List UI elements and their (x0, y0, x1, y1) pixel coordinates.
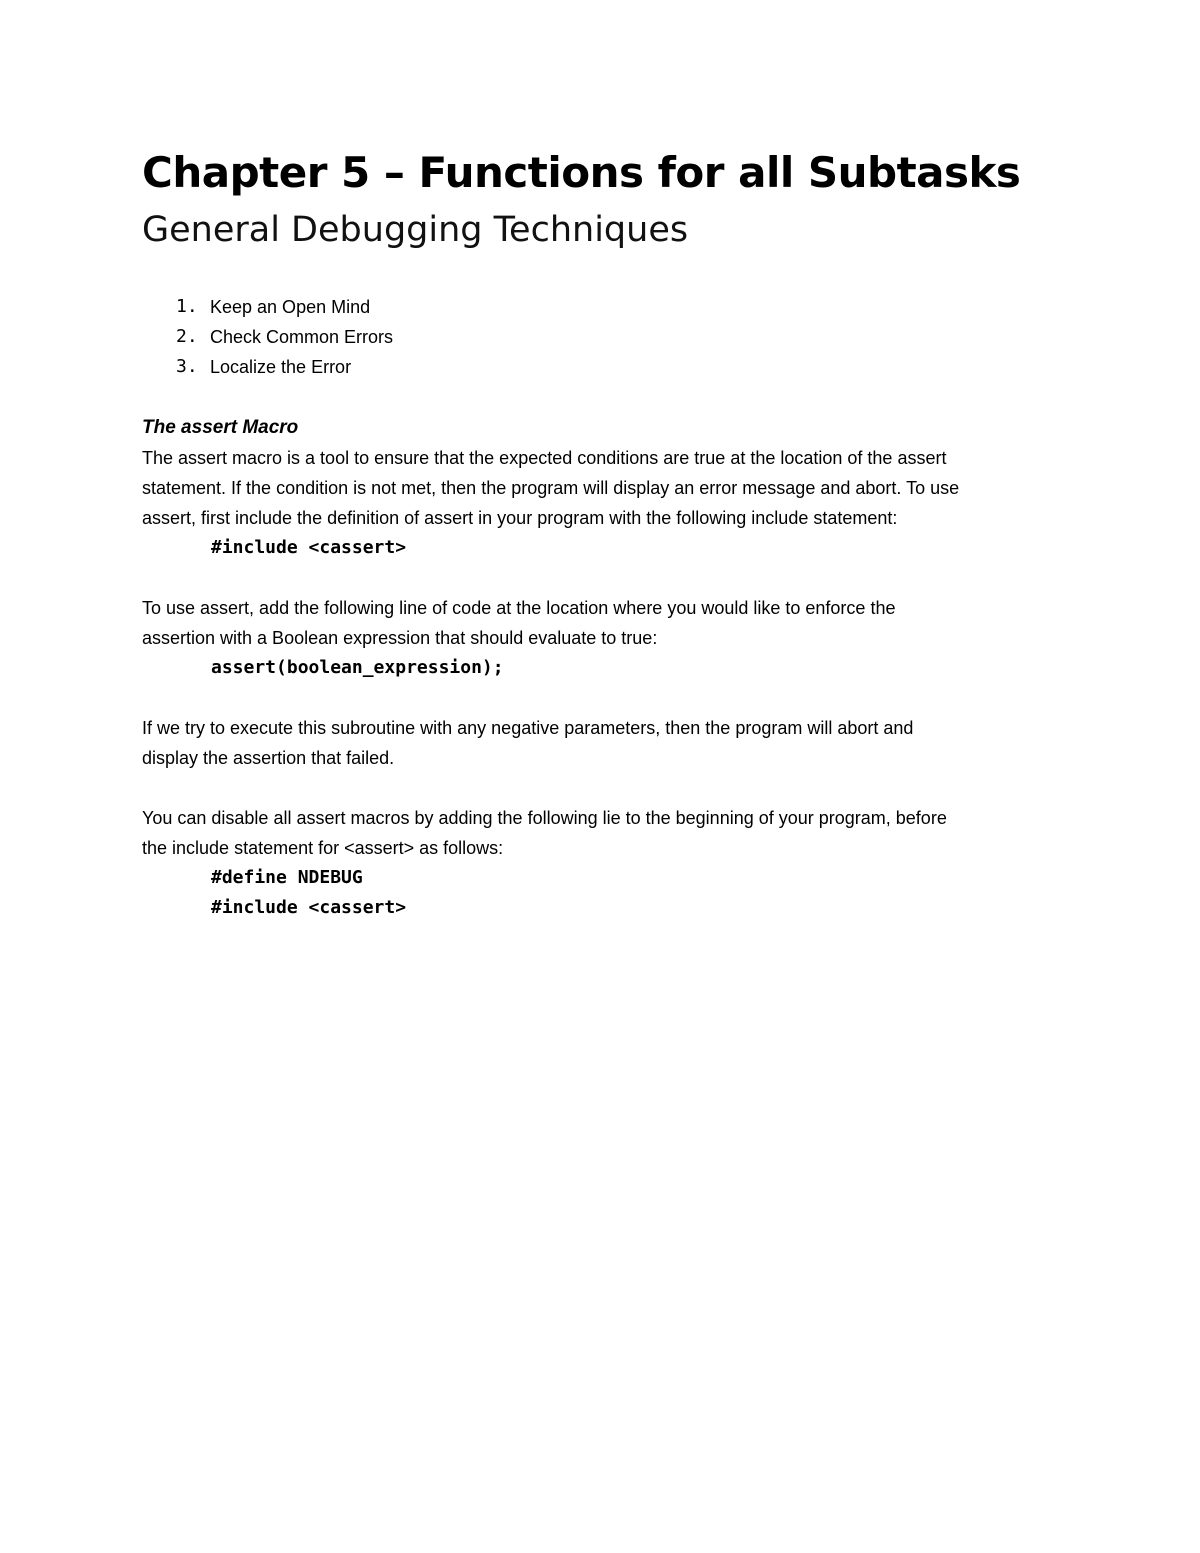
include-code-line: #include <cassert> (211, 897, 407, 918)
section-subtitle: General Debugging Techniques (142, 210, 689, 250)
list-item (142, 292, 1072, 322)
negative-paragraph-line: If we try to execute this subroutine with any negative parameters, then the program will abort and (142, 718, 914, 738)
assert-macro-heading: The assert Macro (142, 417, 299, 438)
disable-paragraph-line: You can disable all assert macros by adding the following lie to the beginning of your program, before (142, 808, 947, 828)
disable-paragraph-line: the include statement for <assert> as follows: (142, 838, 504, 858)
usage-paragraph-line: To use assert, add the following line of code at the location where you would like to enforce the (142, 598, 896, 618)
document-page (142, 140, 1072, 923)
assert-code-line: assert(boolean_expression); (211, 657, 504, 678)
intro-paragraph-line: statement. If the condition is not met, then the program will display an error message and abort. To use (142, 478, 960, 498)
intro-paragraph-line: The assert macro is a tool to ensure that the expected conditions are true at the location of the assert (142, 448, 947, 468)
define-code-line: #define NDEBUG (211, 867, 363, 888)
paragraph-spacer (142, 683, 1072, 713)
list-item-number: 3. (176, 356, 198, 377)
list-item (142, 322, 1072, 352)
list-item-text: Keep an Open Mind (210, 297, 371, 317)
negative-paragraph-line: display the assertion that failed. (142, 748, 395, 768)
list-item-number: 2. (176, 326, 198, 347)
intro-paragraph-line: assert, first include the definition of assert in your program with the following include statement: (142, 508, 898, 528)
usage-paragraph-line: assertion with a Boolean expression that should evaluate to true: (142, 628, 658, 648)
list-item-number: 1. (176, 296, 198, 317)
paragraph-spacer (142, 773, 1072, 803)
debugging-techniques-list (142, 292, 1072, 382)
include-code-line: #include <cassert> (211, 537, 407, 558)
list-item-text: Localize the Error (210, 357, 352, 377)
chapter-title: Chapter 5 – Functions for all Subtasks (142, 148, 1021, 197)
list-item (142, 352, 1072, 382)
paragraph-spacer (142, 563, 1072, 593)
list-item-text: Check Common Errors (210, 327, 394, 347)
